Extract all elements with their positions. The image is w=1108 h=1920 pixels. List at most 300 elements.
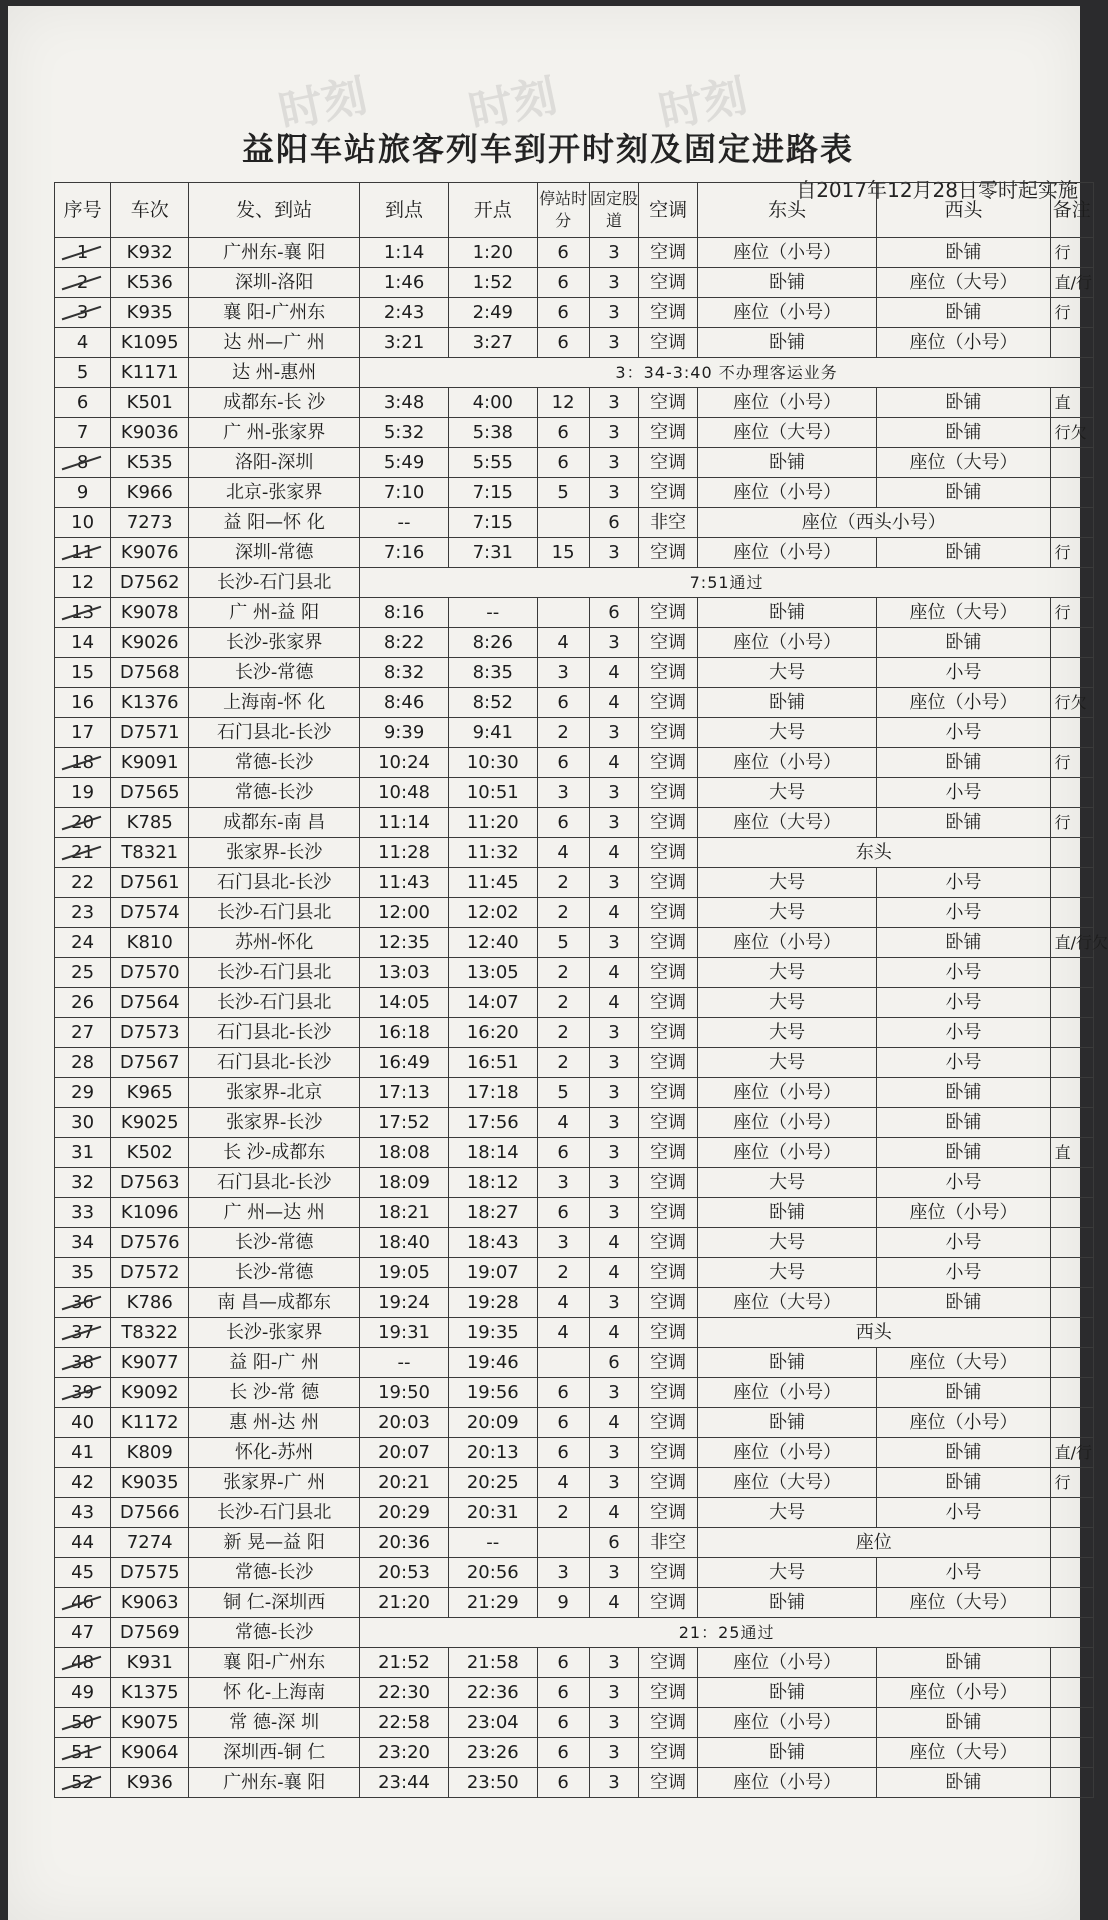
cell-no: 40	[55, 1408, 111, 1438]
cell-ac: 空调	[639, 1168, 697, 1198]
cell-arrival: 1:14	[360, 238, 449, 268]
cell-remark: 行	[1050, 298, 1093, 328]
cell-west: 卧铺	[877, 628, 1050, 658]
cell-route: 怀 化-上海南	[189, 1678, 360, 1708]
cell-route: 苏州-怀化	[189, 928, 360, 958]
cell-departure: 20:56	[448, 1558, 537, 1588]
cell-departure: 13:05	[448, 958, 537, 988]
cell-route: 广州东-襄 阳	[189, 238, 360, 268]
cell-route: 深圳-常德	[189, 538, 360, 568]
cell-arrival: 19:24	[360, 1288, 449, 1318]
cell-east: 座位（大号）	[697, 1468, 877, 1498]
cell-track: 3	[589, 268, 639, 298]
cell-stop: 6	[537, 418, 589, 448]
cell-remark: 行	[1050, 748, 1093, 778]
cell-stop: 12	[537, 388, 589, 418]
cell-west: 卧铺	[877, 1438, 1050, 1468]
cell-route: 张家界-长沙	[189, 1108, 360, 1138]
cell-ac: 空调	[639, 1288, 697, 1318]
cell-east: 卧铺	[697, 1198, 877, 1228]
table-row	[55, 238, 1094, 268]
cell-departure: 16:20	[448, 1018, 537, 1048]
cell-west: 卧铺	[877, 1648, 1050, 1678]
table-row	[55, 1678, 1094, 1708]
cell-track: 4	[589, 748, 639, 778]
cell-stop: 4	[537, 1108, 589, 1138]
cell-stop: 4	[537, 1288, 589, 1318]
cell-remark	[1050, 1348, 1093, 1378]
cell-track: 3	[589, 298, 639, 328]
cell-arrival: 23:44	[360, 1768, 449, 1798]
cell-arrival: --	[360, 508, 449, 538]
cell-west: 座位（大号）	[877, 268, 1050, 298]
cell-stop: 5	[537, 928, 589, 958]
cell-track: 4	[589, 688, 639, 718]
cell-route: 长沙-石门县北	[189, 1498, 360, 1528]
cell-stop: 6	[537, 1198, 589, 1228]
cell-position-span: 东头	[697, 838, 1050, 868]
cell-departure: 12:40	[448, 928, 537, 958]
cell-train: K810	[111, 928, 189, 958]
cell-route: 张家界-长沙	[189, 838, 360, 868]
cell-ac: 空调	[639, 778, 697, 808]
cell-train: T8322	[111, 1318, 189, 1348]
cell-west: 座位（大号）	[877, 1348, 1050, 1378]
cell-ac: 空调	[639, 1468, 697, 1498]
cell-ac: 空调	[639, 1078, 697, 1108]
cell-departure: 19:07	[448, 1258, 537, 1288]
cell-track: 3	[589, 868, 639, 898]
cell-route: 石门县北-长沙	[189, 718, 360, 748]
cell-route: 常德-长沙	[189, 1618, 360, 1648]
cell-ac: 空调	[639, 988, 697, 1018]
cell-route: 怀化-苏州	[189, 1438, 360, 1468]
cell-east: 大号	[697, 1258, 877, 1288]
cell-no: 10	[55, 508, 111, 538]
cell-ac: 空调	[639, 1258, 697, 1288]
cell-train: K809	[111, 1438, 189, 1468]
cell-route: 长沙-石门县北	[189, 988, 360, 1018]
cell-track: 3	[589, 1738, 639, 1768]
cell-east: 卧铺	[697, 1588, 877, 1618]
cell-east: 卧铺	[697, 328, 877, 358]
cell-track: 3	[589, 1198, 639, 1228]
cell-route: 广州东-襄 阳	[189, 1768, 360, 1798]
cell-no: 42	[55, 1468, 111, 1498]
cell-departure: 17:56	[448, 1108, 537, 1138]
cell-remark: 行欠	[1050, 418, 1093, 448]
cell-remark	[1050, 1678, 1093, 1708]
cell-east: 大号	[697, 1018, 877, 1048]
cell-ac: 空调	[639, 838, 697, 868]
cell-stop: 6	[537, 268, 589, 298]
table-row	[55, 658, 1094, 688]
cell-east: 座位（小号）	[697, 1138, 877, 1168]
cell-west: 卧铺	[877, 1288, 1050, 1318]
col-west: 西头	[877, 183, 1050, 238]
cell-west: 卧铺	[877, 928, 1050, 958]
cell-train: K931	[111, 1648, 189, 1678]
cell-remark	[1050, 1018, 1093, 1048]
cell-route: 常德-长沙	[189, 778, 360, 808]
cell-departure: 19:35	[448, 1318, 537, 1348]
cell-train: K9075	[111, 1708, 189, 1738]
cell-track: 4	[589, 1258, 639, 1288]
cell-west: 卧铺	[877, 388, 1050, 418]
cell-no: 36	[55, 1288, 111, 1318]
cell-arrival: 21:52	[360, 1648, 449, 1678]
cell-no: 30	[55, 1108, 111, 1138]
cell-track: 3	[589, 388, 639, 418]
cell-train: K932	[111, 238, 189, 268]
cell-train: K9092	[111, 1378, 189, 1408]
cell-train: D7565	[111, 778, 189, 808]
cell-stop: 2	[537, 1048, 589, 1078]
cell-arrival: 16:49	[360, 1048, 449, 1078]
cell-stop: 6	[537, 1768, 589, 1798]
cell-train: K1172	[111, 1408, 189, 1438]
cell-east: 座位（大号）	[697, 418, 877, 448]
cell-arrival: 11:28	[360, 838, 449, 868]
cell-arrival: 11:43	[360, 868, 449, 898]
cell-route: 长沙-常德	[189, 658, 360, 688]
cell-remark	[1050, 988, 1093, 1018]
cell-arrival: 5:32	[360, 418, 449, 448]
cell-remark	[1050, 1588, 1093, 1618]
cell-ac: 空调	[639, 1348, 697, 1378]
cell-track: 3	[589, 718, 639, 748]
cell-arrival: 20:53	[360, 1558, 449, 1588]
cell-ac: 空调	[639, 268, 697, 298]
cell-train: D7572	[111, 1258, 189, 1288]
cell-departure: 11:45	[448, 868, 537, 898]
cell-track: 4	[589, 958, 639, 988]
cell-no: 32	[55, 1168, 111, 1198]
cell-departure: 20:09	[448, 1408, 537, 1438]
cell-no: 14	[55, 628, 111, 658]
cell-west: 座位（大号）	[877, 1738, 1050, 1768]
cell-route: 长沙-张家界	[189, 1318, 360, 1348]
cell-departure: 8:26	[448, 628, 537, 658]
cell-remark	[1050, 1558, 1093, 1588]
table-row	[55, 328, 1094, 358]
table-row	[55, 298, 1094, 328]
cell-east: 卧铺	[697, 1738, 877, 1768]
cell-east: 座位（小号）	[697, 1378, 877, 1408]
cell-remark	[1050, 1108, 1093, 1138]
cell-train: D7570	[111, 958, 189, 988]
cell-route: 广 州-张家界	[189, 418, 360, 448]
cell-no: 3	[55, 298, 111, 328]
table-row	[55, 988, 1094, 1018]
cell-ac: 空调	[639, 688, 697, 718]
cell-track: 6	[589, 1348, 639, 1378]
table-row	[55, 568, 1094, 598]
cell-remark	[1050, 1378, 1093, 1408]
cell-route: 襄 阳-广州东	[189, 298, 360, 328]
cell-no: 44	[55, 1528, 111, 1558]
cell-no: 19	[55, 778, 111, 808]
cell-departure: 23:04	[448, 1708, 537, 1738]
cell-east: 大号	[697, 1228, 877, 1258]
cell-departure: 20:25	[448, 1468, 537, 1498]
col-track: 固定股道	[589, 183, 639, 238]
cell-departure: 7:31	[448, 538, 537, 568]
cell-arrival: --	[360, 1348, 449, 1378]
cell-departure: 18:14	[448, 1138, 537, 1168]
cell-stop: 6	[537, 1648, 589, 1678]
cell-east: 卧铺	[697, 1678, 877, 1708]
cell-west: 卧铺	[877, 1078, 1050, 1108]
cell-ac: 空调	[639, 1648, 697, 1678]
col-arrival: 到点	[360, 183, 449, 238]
cell-train: K1095	[111, 328, 189, 358]
cell-track: 3	[589, 1288, 639, 1318]
table-row	[55, 1258, 1094, 1288]
cell-stop: 3	[537, 1168, 589, 1198]
cell-remark: 直	[1050, 1138, 1093, 1168]
cell-track: 4	[589, 898, 639, 928]
cell-ac: 空调	[639, 388, 697, 418]
cell-east: 卧铺	[697, 688, 877, 718]
cell-east: 座位（大号）	[697, 808, 877, 838]
cell-no: 6	[55, 388, 111, 418]
cell-no: 27	[55, 1018, 111, 1048]
cell-departure: 23:26	[448, 1738, 537, 1768]
table-row	[55, 688, 1094, 718]
cell-arrival: 8:22	[360, 628, 449, 658]
cell-track: 3	[589, 418, 639, 448]
cell-arrival: 10:24	[360, 748, 449, 778]
cell-arrival: 18:08	[360, 1138, 449, 1168]
table-row	[55, 1168, 1094, 1198]
cell-west: 座位（小号）	[877, 1678, 1050, 1708]
cell-west: 座位（大号）	[877, 1588, 1050, 1618]
cell-no: 13	[55, 598, 111, 628]
table-row	[55, 538, 1094, 568]
cell-track: 3	[589, 538, 639, 568]
cell-route: 达 州—广 州	[189, 328, 360, 358]
cell-route: 常 德-深 圳	[189, 1708, 360, 1738]
cell-ac: 空调	[639, 958, 697, 988]
cell-no: 9	[55, 478, 111, 508]
table-row	[55, 1528, 1094, 1558]
table-row	[55, 718, 1094, 748]
cell-stop: 3	[537, 658, 589, 688]
cell-note: 21：25通过	[360, 1618, 1094, 1648]
cell-note: 7:51通过	[360, 568, 1094, 598]
cell-west: 卧铺	[877, 1768, 1050, 1798]
cell-track: 3	[589, 478, 639, 508]
cell-no: 15	[55, 658, 111, 688]
cell-ac: 空调	[639, 898, 697, 928]
cell-east: 卧铺	[697, 268, 877, 298]
cell-departure: --	[448, 1528, 537, 1558]
table-row	[55, 1018, 1094, 1048]
cell-remark	[1050, 328, 1093, 358]
cell-route: 常德-长沙	[189, 748, 360, 778]
cell-remark: 直/行	[1050, 1438, 1093, 1468]
cell-no: 20	[55, 808, 111, 838]
cell-train: D7568	[111, 658, 189, 688]
cell-arrival: 20:36	[360, 1528, 449, 1558]
cell-remark: 直/行	[1050, 268, 1093, 298]
cell-remark	[1050, 508, 1093, 538]
table-row	[55, 808, 1094, 838]
cell-west: 小号	[877, 778, 1050, 808]
cell-no: 12	[55, 568, 111, 598]
cell-stop: 6	[537, 688, 589, 718]
cell-no: 51	[55, 1738, 111, 1768]
cell-track: 3	[589, 1138, 639, 1168]
cell-route: 长沙-张家界	[189, 628, 360, 658]
cell-remark	[1050, 628, 1093, 658]
table-row	[55, 418, 1094, 448]
table-row	[55, 478, 1094, 508]
cell-train: D7564	[111, 988, 189, 1018]
cell-arrival: 1:46	[360, 268, 449, 298]
watermark-1: 时刻	[274, 70, 372, 139]
cell-stop: 9	[537, 1588, 589, 1618]
cell-west: 卧铺	[877, 478, 1050, 508]
cell-train: 7273	[111, 508, 189, 538]
table-row	[55, 1468, 1094, 1498]
cell-route: 长沙-石门县北	[189, 898, 360, 928]
cell-route: 成都东-长 沙	[189, 388, 360, 418]
cell-ac: 非空	[639, 508, 697, 538]
table-row	[55, 1228, 1094, 1258]
cell-train: K935	[111, 298, 189, 328]
cell-ac: 空调	[639, 748, 697, 778]
cell-remark: 行	[1050, 808, 1093, 838]
cell-arrival: 14:05	[360, 988, 449, 1018]
cell-departure: 21:29	[448, 1588, 537, 1618]
cell-route: 新 晃—益 阳	[189, 1528, 360, 1558]
cell-arrival: 3:21	[360, 328, 449, 358]
cell-departure: 19:56	[448, 1378, 537, 1408]
cell-no: 37	[55, 1318, 111, 1348]
cell-east: 卧铺	[697, 598, 877, 628]
cell-no: 52	[55, 1768, 111, 1798]
cell-departure: 11:20	[448, 808, 537, 838]
cell-train: K501	[111, 388, 189, 418]
cell-west: 小号	[877, 1168, 1050, 1198]
cell-train: D7567	[111, 1048, 189, 1078]
cell-no: 22	[55, 868, 111, 898]
cell-west: 小号	[877, 868, 1050, 898]
col-ac: 空调	[639, 183, 697, 238]
cell-arrival: 20:21	[360, 1468, 449, 1498]
cell-remark	[1050, 478, 1093, 508]
cell-route: 长沙-石门县北	[189, 568, 360, 598]
cell-east: 座位（小号）	[697, 478, 877, 508]
cell-train: K9076	[111, 538, 189, 568]
cell-remark	[1050, 958, 1093, 988]
cell-train: K9035	[111, 1468, 189, 1498]
table-row	[55, 1648, 1094, 1678]
cell-track: 3	[589, 1378, 639, 1408]
cell-train: D7576	[111, 1228, 189, 1258]
cell-stop: 6	[537, 1708, 589, 1738]
cell-remark	[1050, 1648, 1093, 1678]
cell-track: 3	[589, 1648, 639, 1678]
cell-departure: 7:15	[448, 478, 537, 508]
cell-departure: 14:07	[448, 988, 537, 1018]
cell-east: 座位（小号）	[697, 1438, 877, 1468]
cell-arrival: 18:21	[360, 1198, 449, 1228]
cell-departure: 1:52	[448, 268, 537, 298]
cell-departure: 12:02	[448, 898, 537, 928]
cell-track: 3	[589, 778, 639, 808]
cell-east: 大号	[697, 1048, 877, 1078]
cell-route: 张家界-广 州	[189, 1468, 360, 1498]
table-row	[55, 1348, 1094, 1378]
table-row	[55, 1378, 1094, 1408]
cell-east: 座位（小号）	[697, 1708, 877, 1738]
cell-track: 4	[589, 1228, 639, 1258]
cell-departure: 23:50	[448, 1768, 537, 1798]
cell-track: 3	[589, 1558, 639, 1588]
table-row	[55, 1588, 1094, 1618]
cell-ac: 空调	[639, 1318, 697, 1348]
cell-departure: 9:41	[448, 718, 537, 748]
table-row	[55, 1078, 1094, 1108]
cell-stop: 6	[537, 1408, 589, 1438]
cell-arrival: 11:14	[360, 808, 449, 838]
cell-departure: 7:15	[448, 508, 537, 538]
watermark-2: 时刻	[464, 70, 562, 139]
table-row	[55, 1288, 1094, 1318]
cell-track: 3	[589, 628, 639, 658]
cell-west: 座位（大号）	[877, 598, 1050, 628]
cell-stop	[537, 508, 589, 538]
cell-east: 大号	[697, 958, 877, 988]
cell-track: 3	[589, 1108, 639, 1138]
cell-east: 座位（小号）	[697, 1078, 877, 1108]
cell-train: D7561	[111, 868, 189, 898]
cell-track: 3	[589, 1678, 639, 1708]
cell-west: 卧铺	[877, 1468, 1050, 1498]
cell-remark: 行欠	[1050, 688, 1093, 718]
cell-stop: 6	[537, 748, 589, 778]
cell-track: 6	[589, 1528, 639, 1558]
cell-arrival: 21:20	[360, 1588, 449, 1618]
cell-departure: 8:52	[448, 688, 537, 718]
cell-ac: 空调	[639, 718, 697, 748]
cell-track: 6	[589, 598, 639, 628]
cell-track: 4	[589, 988, 639, 1018]
cell-departure: 20:31	[448, 1498, 537, 1528]
cell-ac: 空调	[639, 1498, 697, 1528]
cell-no: 8	[55, 448, 111, 478]
cell-arrival: 17:13	[360, 1078, 449, 1108]
cell-remark	[1050, 658, 1093, 688]
cell-no: 39	[55, 1378, 111, 1408]
cell-west: 座位（小号）	[877, 1408, 1050, 1438]
cell-route: 广 州-益 阳	[189, 598, 360, 628]
cell-departure: 18:27	[448, 1198, 537, 1228]
cell-ac: 空调	[639, 418, 697, 448]
cell-stop: 4	[537, 1318, 589, 1348]
cell-arrival: 2:43	[360, 298, 449, 328]
cell-west: 小号	[877, 1258, 1050, 1288]
cell-remark	[1050, 898, 1093, 928]
cell-stop	[537, 1348, 589, 1378]
cell-remark	[1050, 448, 1093, 478]
cell-west: 小号	[877, 658, 1050, 688]
cell-track: 3	[589, 238, 639, 268]
cell-remark	[1050, 1228, 1093, 1258]
